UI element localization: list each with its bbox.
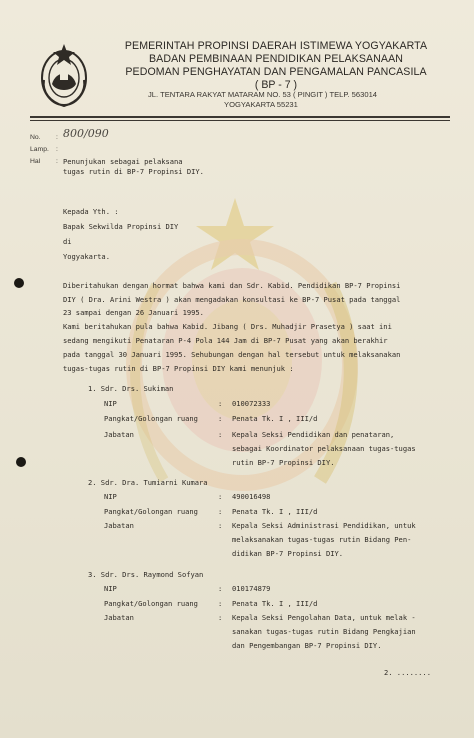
appointee-3-rank-colon: : (218, 599, 223, 608)
letter-number: 800/090 (63, 127, 109, 140)
appointee-1-rank-label: Pangkat/Golongan ruang (104, 414, 198, 423)
appointee-3-rank: Penata Tk. I , III/d (232, 599, 318, 608)
letterhead-line-2: BADAN PEMBINAAN PENDIDIKAN PELAKSANAAN (149, 53, 403, 65)
appointee-2-position-line-3: didikan BP-7 Propinsi DIY. (232, 549, 344, 558)
hal-separator: : (56, 158, 58, 165)
body-p1-line-3: 23 sampai dengan 26 Januari 1995. (63, 308, 204, 317)
appointee-3-position-line-1: Kepala Seksi Pengolahan Data, untuk melak - (232, 613, 416, 622)
page-continuation: 2. ........ (384, 668, 431, 677)
body-p1-line-1: Diberitahukan dengan hormat bahwa kami dan Sdr. Kabid. Pendidikan BP-7 Propinsi (63, 281, 401, 290)
appointee-1-rank-colon: : (218, 414, 223, 423)
appointee-3-rank-label: Pangkat/Golongan ruang (104, 599, 198, 608)
letterhead-rule-thick (30, 116, 450, 118)
letterhead-address (148, 90, 448, 110)
appointee-1-position-line-2: sebagai Koordinator pelaksanaan tugas-tugas (232, 444, 416, 453)
appointee-3-nip-label: NIP (104, 584, 117, 593)
appointee-2-nip-label: NIP (104, 492, 117, 501)
letterhead (96, 40, 456, 92)
body-p2-line-3: pada tanggal 30 Januari 1995. Sehubungan dengan hal tersebut untuk melaksanakan (63, 350, 401, 359)
appointee-3-header: 3. Sdr. Drs. Raymond Sofyan (88, 570, 204, 579)
appointee-2-position-colon: : (218, 521, 223, 530)
appointee-1-nip-label: NIP (104, 399, 117, 408)
appointee-2-rank: Penata Tk. I , III/d (232, 507, 318, 516)
yogyakarta-coat-of-arms-icon (36, 40, 92, 110)
appointee-2-position-label: Jabatan (104, 521, 134, 530)
address-line-1: JL. TENTARA RAKYAT MATARAM NO. 53 ( PINGIT ) TELP. 563014 (148, 90, 378, 99)
addressee-line-3: di (63, 237, 72, 246)
appointee-1-position-colon: : (218, 430, 223, 439)
appointee-2-nip-colon: : (218, 492, 223, 501)
letterhead-line-3: PEDOMAN PENGHAYATAN DAN PENGAMALAN PANCASILA (125, 66, 427, 78)
lamp-value: : (56, 146, 58, 153)
body-p1-line-2: DIY ( Dra. Arini Westra ) akan mengadakan konsultasi ke BP-7 Pusat pada tanggal (63, 295, 401, 304)
appointee-1-nip-colon: : (218, 399, 223, 408)
letterhead-rule-thin (30, 120, 450, 121)
appointee-3-nip-colon: : (218, 584, 223, 593)
appointee-3-position-line-2: sanakan tugas-tugas rutin Bidang Pengkajian (232, 627, 416, 636)
addressee-line-1: Kepada Yth. : (63, 207, 119, 216)
appointee-2-nip: 490016498 (232, 492, 271, 501)
appointee-2-rank-colon: : (218, 507, 223, 516)
letterhead-line-1: PEMERINTAH PROPINSI DAERAH ISTIMEWA YOGYAKARTA (124, 40, 428, 52)
appointee-1-position-label: Jabatan (104, 430, 134, 439)
addressee-line-2: Bapak Sekwilda Propinsi DIY (63, 222, 179, 231)
appointee-2-header: 2. Sdr. Dra. Tumiarni Kumara (88, 478, 208, 487)
appointee-1-nip: 010072333 (232, 399, 271, 408)
appointee-2-position-line-1: Kepala Seksi Administrasi Pendidikan, untuk (232, 521, 416, 530)
appointee-3-nip: 010174879 (232, 584, 271, 593)
appointee-3-position-label: Jabatan (104, 613, 134, 622)
appointee-2-rank-label: Pangkat/Golongan ruang (104, 507, 198, 516)
appointee-1-rank: Penata Tk. I , III/d (232, 414, 318, 423)
subject-line-1: Penunjukan sebagai pelaksana (63, 157, 183, 166)
lamp-label: Lamp. (30, 146, 49, 153)
appointee-3-position-colon: : (218, 613, 223, 622)
appointee-1-header: 1. Sdr. Drs. Sukiman (88, 384, 174, 393)
no-label: No. (30, 134, 41, 141)
body-p2-line-2: sedang mengikuti Penataran P-4 Pola 144 Jam di BP-7 Pusat yang akan berakhir (63, 336, 388, 345)
letterhead-line-4: ( BP - 7 ) (254, 79, 298, 91)
appointee-3-position-line-3: dan Pengembangan BP-7 Propinsi DIY. (232, 641, 382, 650)
body-p2-line-1: Kami beritahukan pula bahwa Kabid. Jibang ( Drs. Muhadjir Prasetya ) saat ini (63, 322, 392, 331)
address-line-2: YOGYAKARTA 55231 (224, 100, 298, 109)
appointee-1-position-line-3: rutin BP-7 Propinsi DIY. (232, 458, 335, 467)
body-p2-line-4: tugas-tugas rutin di BP-7 Propinsi DIY kami menunjuk : (63, 364, 294, 373)
no-separator: : (56, 134, 58, 141)
addressee-line-4: Yogyakarta. (63, 252, 110, 261)
punch-hole-bottom (16, 457, 26, 467)
subject-line-2: tugas rutin di BP-7 Propinsi DIY. (63, 167, 204, 176)
appointee-1-position-line-1: Kepala Seksi Pendidikan dan penataran, (232, 430, 395, 439)
appointee-2-position-line-2: melaksanakan tugas-tugas rutin Bidang Pen- (232, 535, 412, 544)
hal-label: Hal (30, 158, 41, 165)
punch-hole-top (14, 278, 24, 288)
